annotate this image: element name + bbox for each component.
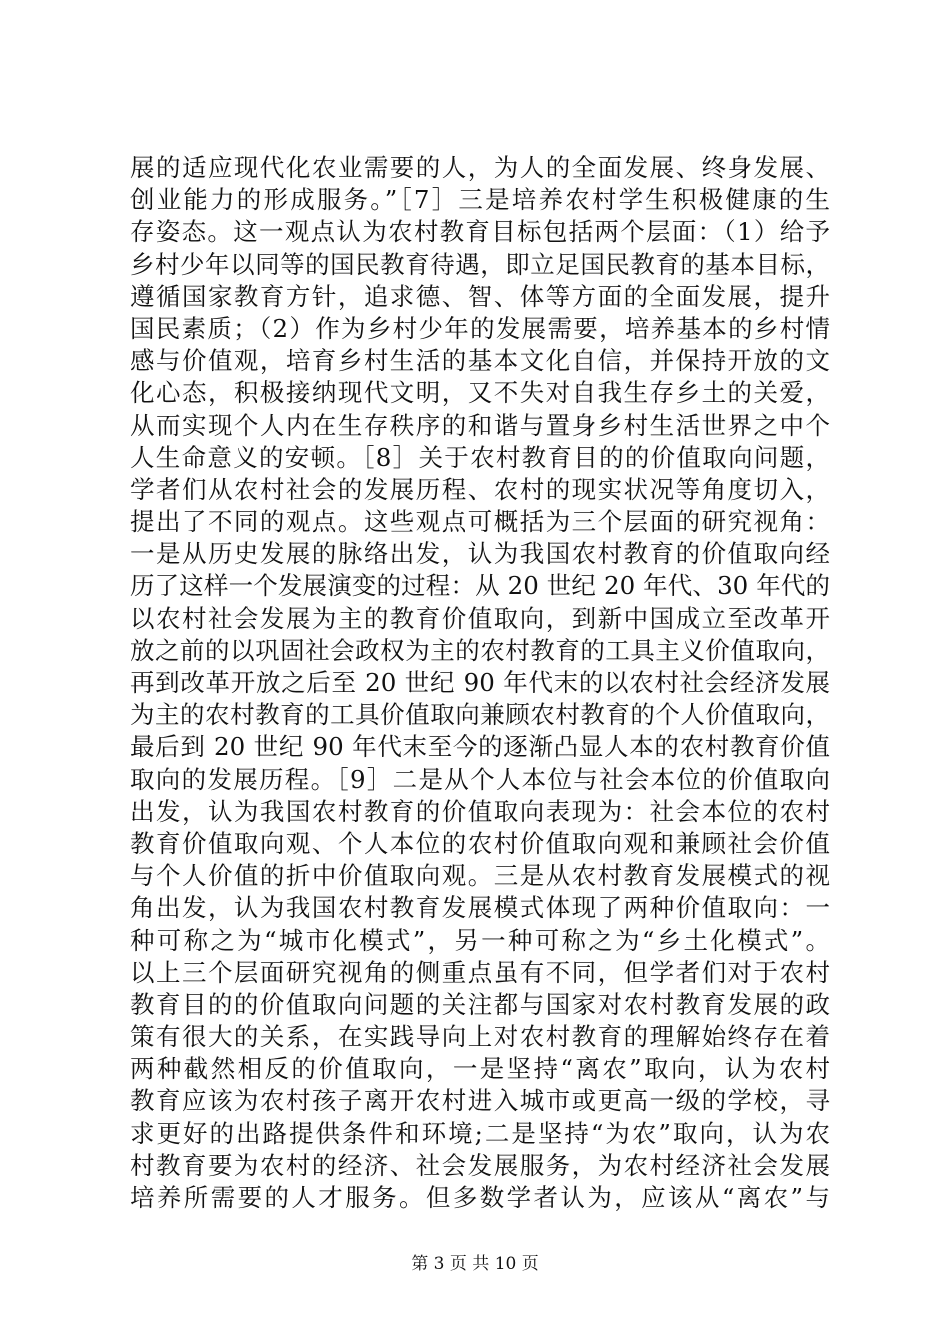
text-line-13: 一是从历史发展的脉络出发，认为我国农村教育的价值取向经 <box>130 539 830 569</box>
text-line-14: 历了这样一个发展演变的过程：从 20 世纪 20 年代、30 年代的 <box>130 571 830 601</box>
text-line-16: 放之前的以巩固社会政权为主的农村教育的工具主义价值取向， <box>130 635 830 665</box>
text-line-8: 化心态，积极接纳现代文明，又不失对自我生存乡土的关爱， <box>130 378 830 408</box>
text-line-10: 人生命意义的安顿。［8］关于农村教育目的的价值取向问题， <box>130 442 830 472</box>
text-line-19: 最后到 20 世纪 90 年代末至今的逐渐凸显人本的农村教育价值 <box>130 732 830 762</box>
text-line-28: 策有很大的关系，在实践导向上对农村教育的理解始终存在着 <box>130 1022 830 1052</box>
text-line-20: 取向的发展历程。［9］二是从个人本位与社会本位的价值取向 <box>130 764 830 794</box>
text-line-12: 提出了不同的观点。这些观点可概括为三个层面的研究视角： <box>130 507 830 537</box>
document-body <box>130 152 830 1214</box>
text-line-6: 国民素质；（2）作为乡村少年的发展需要，培养基本的乡村情 <box>130 313 830 343</box>
text-line-32: 村教育要为农村的经济、社会发展服务，为农村经济社会发展 <box>130 1150 830 1180</box>
text-line-4: 乡村少年以同等的国民教育待遇，即立足国民教育的基本目标， <box>130 249 830 279</box>
text-line-11: 学者们从农村社会的发展历程、农村的现实状况等角度切入， <box>130 474 830 504</box>
text-line-15: 以农村社会发展为主的教育价值取向，到新中国成立至改革开 <box>130 603 830 633</box>
text-line-21: 出发，认为我国农村教育的价值取向表现为：社会本位的农村 <box>130 796 830 826</box>
text-line-25: 种可称之为“城市化模式”，另一种可称之为“乡土化模式”。 <box>130 925 830 955</box>
text-line-26: 以上三个层面研究视角的侧重点虽有不同，但学者们对于农村 <box>130 957 830 987</box>
text-line-31: 求更好的出路提供条件和环境;二是坚持“为农”取向，认为农 <box>130 1118 830 1148</box>
text-line-2: 创业能力的形成服务。”［7］三是培养农村学生积极健康的生 <box>130 185 830 215</box>
text-line-3: 存姿态。这一观点认为农村教育目标包括两个层面：（1）给予 <box>130 217 830 247</box>
text-line-5: 遵循国家教育方针，追求德、智、体等方面的全面发展，提升 <box>130 281 830 311</box>
text-line-1: 展的适应现代化农业需要的人，为人的全面发展、终身发展、 <box>130 153 830 182</box>
text-line-30: 教育应该为农村孩子离开农村进入城市或更高一级的学校，寻 <box>130 1086 830 1116</box>
text-line-9: 从而实现个人内在生存秩序的和谐与置身乡村生活世界之中个 <box>130 410 830 440</box>
text-line-17: 再到改革开放之后至 20 世纪 90 年代末的以农村社会经济发展 <box>130 668 830 697</box>
text-line-23: 与个人价值的折中价值取向观。三是从农村教育发展模式的视 <box>130 861 830 891</box>
text-line-33: 培养所需要的人才服务。但多数学者认为，应该从“离农”与 <box>130 1183 830 1212</box>
text-line-18: 为主的农村教育的工具价值取向兼顾农村教育的个人价值取向， <box>130 700 830 730</box>
text-line-24: 角出发，认为我国农村教育发展模式体现了两种价值取向：一 <box>130 893 830 923</box>
text-line-27: 教育目的的价值取向问题的关注都与国家对农村教育发展的政 <box>130 989 830 1019</box>
page-number-footer: 第 3 页 共 10 页 <box>411 1254 539 1274</box>
text-line-7: 感与价值观，培育乡村生活的基本文化自信，并保持开放的文 <box>130 346 830 376</box>
text-line-29: 两种截然相反的价值取向，一是坚持“离农”取向，认为农村 <box>130 1054 830 1084</box>
text-line-22: 教育价值取向观、个人本位的农村价值取向观和兼顾社会价值 <box>130 828 830 858</box>
